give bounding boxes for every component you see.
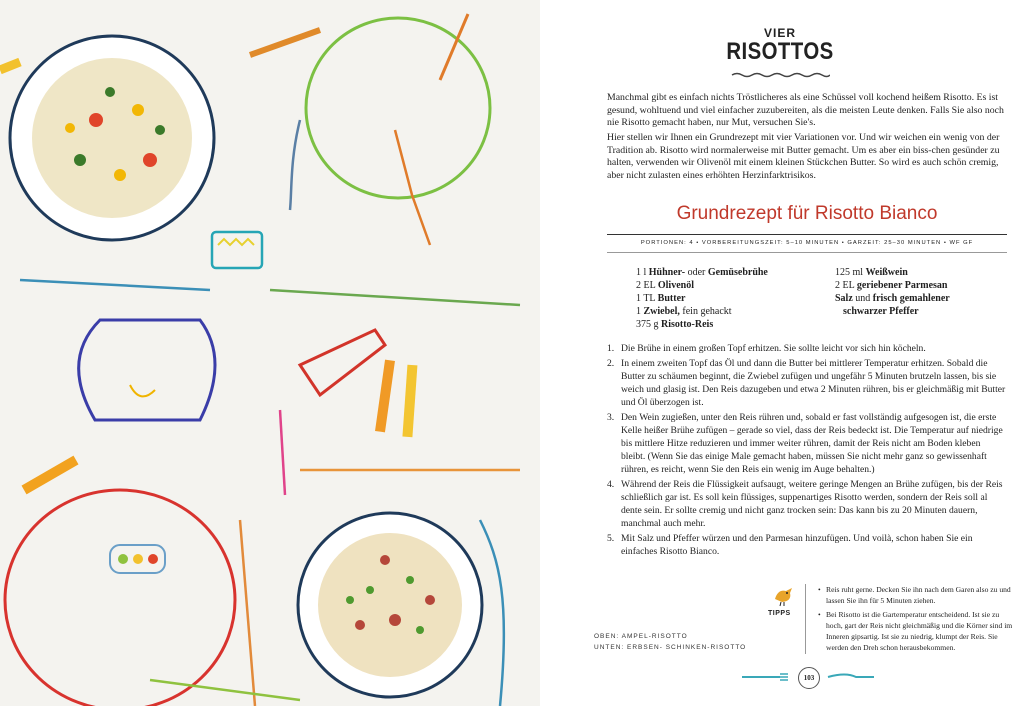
ingredients-left — [636, 266, 768, 331]
photo-caption-bottom: UNTEN: ERBSEN- SCHINKEN-RISOTTO — [594, 644, 747, 651]
plate-ampel-risotto — [10, 36, 214, 240]
plate-erbsen-schinken-risotto — [298, 513, 482, 697]
recipe-steps — [607, 342, 1007, 560]
step: 2. In einem zweiten Topf das Öl und dann die Butter bei mittlerer Temperatur erhitzen. Sobald die Butter zu schäumen beginnt, die Zwiebel zufügen und ungefähr 5 Minuten brutzeln lassen, bis sie weich und glasig ist. Den Reis dazugeben und etwa 2 Minuten rühren, bis er gleichmäßig mit Butter und Öl überzogen ist. — [607, 358, 1006, 408]
intro-paragraph: Manchmal gibt es einfach nichts Tröstlicheres als eine Schüssel voll kochend heißem Risotto. Es ist gesund, wohltuend und viel einfacher zuzubereiten, als die meisten Leute denken. Falls Sie also noch nie Risotto gemacht haben, nur Mut, versuchen Sie's. — [607, 92, 1004, 129]
ingredient: 1 Zwiebel, fein gehackt — [636, 306, 732, 317]
tips-list — [818, 584, 1014, 656]
tips-label: TIPPS — [768, 610, 791, 617]
tip-item: • Bei Risotto ist die Gartemperatur entscheidend. Ist sie zu hoch, gart der Reis nicht gleichmäßig und die Körner sind im Inneren gipsartig. Ist sie zu niedrig, klumpt der Reis. Sie werden den Dreh schon herausbekommen. — [818, 609, 1014, 653]
recipe-title: Grundrezept für Risotto Bianco — [676, 203, 938, 224]
bird-icon — [772, 585, 796, 607]
ingredient: 2 EL geriebener Parmesan — [835, 280, 948, 291]
photo-caption-top: OBEN: AMPEL-RISOTTO — [594, 633, 688, 640]
recipe-page — [540, 0, 1020, 706]
tip-item: • Reis ruht gerne. Decken Sie ihn nach dem Garen also zu und lassen Sie ihn für 5 Minuten ziehen. — [818, 584, 1014, 606]
ingredient: Salz und frisch gemahlener — [835, 293, 950, 304]
intro-paragraph: Hier stellen wir Ihnen ein Grundrezept mit vier Variationen vor. Und wir weichen ein wenig von der Tradition ab. Risotto wird normalerweise mit Butter gemacht. Um es aber ein biss-chen gesünder zu halten, verwenden wir Olivenöl mit einem kleinen Stückchen Butter. So wird es auch schön cremig, aber nicht zulasten eines erhöhten Herzinfarktrisikos. — [607, 132, 1000, 181]
step: 3. Den Wein zugießen, unter den Reis rühren und, sobald er fast vollständig aufgesogen ist, die erste Kelle heißer Brühe zufügen – gerade so viel, dass der Reis bedeckt ist. Die Temperatur auf niedrige bis mittlere Hitze reduzieren und immer weiter rühren, damit der Reis nicht am Boden kleben bleibt. (Wenn Sie das einige Male gemacht haben, müssen Sie nicht mehr ganz so gewissenhaft rühren, es reicht, wenn Sie den Reis ein wenig im Auge behalten.) — [607, 412, 1003, 475]
ingredient: 375 g Risotto-Reis — [636, 319, 714, 330]
ingredients-right — [835, 266, 950, 318]
tips-divider — [805, 584, 806, 654]
page-number: 103 — [798, 667, 820, 689]
page-kicker: VIER — [763, 26, 796, 40]
recipe-meta: PORTIONEN: 4 • VORBEREITUNGSZEIT: 5–10 MINUTEN • GARZEIT: 25–30 MINUTEN • WF GF — [640, 240, 974, 246]
rule-top — [607, 234, 1007, 235]
rule-bottom — [607, 252, 1007, 253]
ingredient: schwarzer Pfeffer — [843, 306, 919, 317]
step: 5. Mit Salz und Pfeffer würzen und den Parmesan hinzufügen. Und voilà, schon haben Sie ein einfaches Risotto Bianco. — [607, 533, 973, 557]
ingredient: 1 TL Butter — [636, 293, 686, 304]
decorative-divider — [730, 72, 830, 78]
ingredient: 2 EL Olivenöl — [636, 280, 694, 291]
fork-icon — [740, 671, 790, 683]
ingredient: 125 ml Weißwein — [835, 267, 908, 278]
knife-icon — [826, 671, 876, 683]
page-title: RISOTTOS — [726, 38, 834, 65]
ingredient: 1 l Hühner- oder Gemüsebrühe — [636, 267, 768, 278]
step: 4. Während der Reis die Flüssigkeit aufsaugt, weitere geringe Mengen an Brühe zufügen, bis der Reis schließlich gar ist. Es soll kein flüssiges, suppenartiges Risotto werden, sondern der Reis soll al dente sein. Er sollte cremig und nicht ganz trocken sein: Das kann bis zu 20 Minuten dauern, manchmal auch mehr. — [607, 479, 1003, 529]
step: 1. Die Brühe in einem großen Topf erhitzen. Sie sollte leicht vor sich hin köcheln. — [607, 343, 926, 354]
